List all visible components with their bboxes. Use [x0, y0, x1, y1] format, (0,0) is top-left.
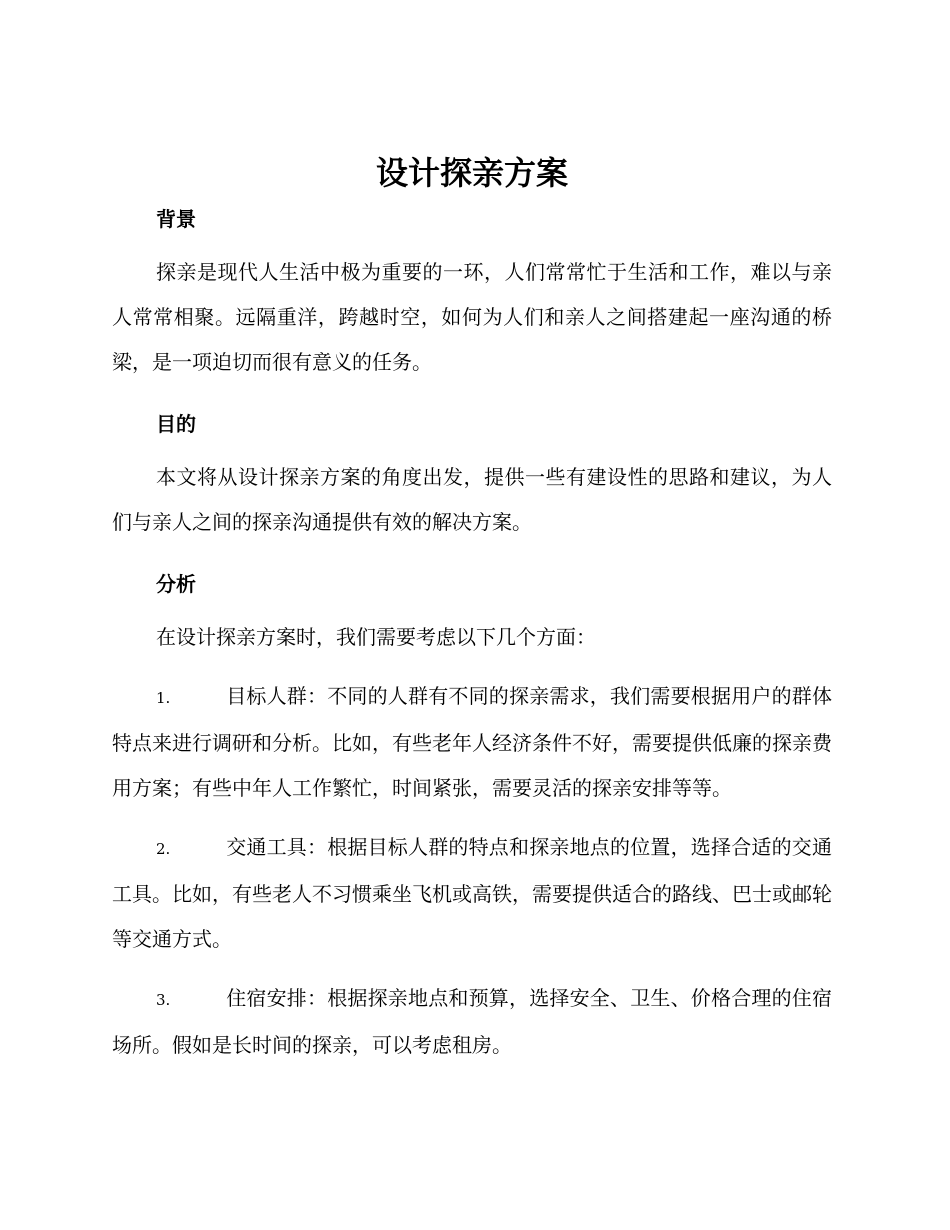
document-title: 设计探亲方案: [375, 154, 568, 192]
document-page: [112, 150, 832, 1068]
list-item-text: 住宿安排：根据探亲地点和预算，选择安全、卫生、价格合理的住宿场所。假如是长时间的探亲，可以考虑租房。: [112, 986, 832, 1057]
list-item: [112, 976, 832, 1068]
list-item: [112, 674, 832, 811]
section-paragraph-purpose: 本文将从设计探亲方案的角度出发，提供一些有建设性的思路和建议，为人们与亲人之间的探亲沟通提供有效的解决方案。: [112, 465, 832, 534]
section-paragraph-background: 探亲是现代人生活中极为重要的一环，人们常常忙于生活和工作，难以与亲人常常相聚。远隔重洋，跨越时空，如何为人们和亲人之间搭建起一座沟通的桥梁，是一项迫切而很有意义的任务。: [112, 260, 832, 374]
list-item-text: 目标人群：不同的人群有不同的探亲需求，我们需要根据用户的群体特点来进行调研和分析。比如，有些老年人经济条件不好，需要提供低廉的探亲费用方案；有些中年人工作繁忙，时间紧张，需要灵活的探亲安排等等。: [112, 684, 832, 800]
list-item-number: 1.: [156, 689, 171, 707]
list-item-number: 3.: [156, 991, 171, 1009]
section-heading-purpose: 目的: [156, 412, 196, 436]
list-item-number: 2.: [156, 840, 171, 858]
section-paragraph-analysis: 在设计探亲方案时，我们需要考虑以下几个方面：: [156, 625, 596, 649]
section-heading-background: 背景: [156, 207, 196, 231]
section-heading-analysis: 分析: [156, 572, 196, 596]
list-item-text: 交通工具：根据目标人群的特点和探亲地点的位置，选择合适的交通工具。比如，有些老人不习惯乘坐飞机或高铁，需要提供适合的路线、巴士或邮轮等交通方式。: [112, 835, 832, 951]
list-item: [112, 825, 832, 962]
